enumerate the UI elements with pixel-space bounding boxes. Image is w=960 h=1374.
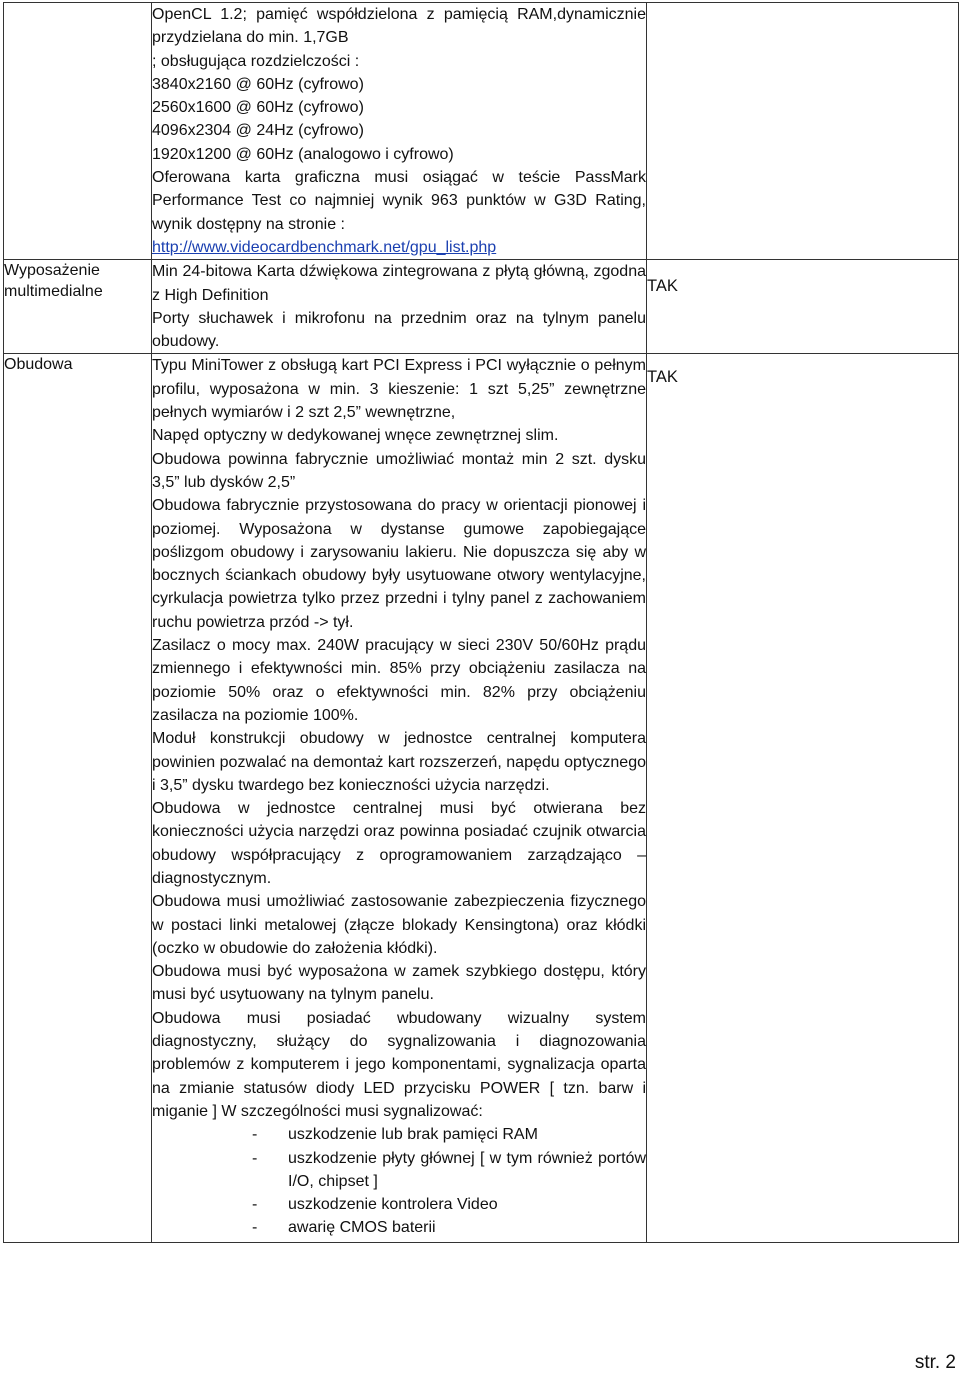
paragraph: Min 24-bitowa Karta dźwiękowa zintegrowana z płytą główną, zgodna z High Definition [152, 263, 646, 304]
paragraph: Obudowa musi umożliwiać zastosowanie zabezpieczenia fizycznego w postaci linki metalowej (złącze blokady Kensingtona) oraz kłódki (oczko w obudowie do założenia kłódki). [152, 893, 646, 957]
paragraph: Obudowa powinna fabrycznie umożliwiać montaż min 2 szt. dysku 3,5” lub dysków 2,5” [152, 450, 646, 491]
row-label [4, 3, 152, 260]
requirement-text-graphics [152, 3, 647, 260]
table-row-case [4, 354, 959, 1242]
paragraph: Zasilacz o mocy max. 240W pracujący w sieci 230V 50/60Hz prądu zmiennego i efektywności min. 85% przy obciążeniu zasilacza na poziomie 50% oraz o efektywności min. 82% przy obciążeniu zasilacza na poziomie 100%. [152, 637, 646, 724]
paragraph: 4096x2304 @ 24Hz (cyfrowo) [152, 122, 364, 140]
paragraph: 2560x1600 @ 60Hz (cyfrowo) [152, 99, 364, 117]
answer-cell-case: TAK [647, 354, 959, 1242]
paragraph: Porty słuchawek i mikrofonu na przednim oraz na tylnym panelu obudowy. [152, 309, 646, 351]
diagnostic-list [152, 1123, 646, 1241]
page-number: str. 2 [914, 1352, 956, 1373]
list-item: - uszkodzenie płyty głównej [ w tym również portów I/O, chipset ] [252, 1147, 646, 1194]
paragraph: OpenCL 1.2; pamięć współdzielona z pamięcią RAM,dynamicznie przydzielana do min. 1,7GB [152, 6, 646, 47]
benchmark-link[interactable]: http://www.videocardbenchmark.net/gpu_list.php [152, 238, 497, 256]
requirement-text-case [152, 354, 647, 1242]
paragraph: ; obsługująca rozdzielczości : [152, 52, 360, 70]
paragraph: Oferowana karta graficzna musi osiągać w teście PassMark Performance Test co najmniej wynik 963 punktów w G3D Rating, wynik dostępny na stronie : [152, 169, 646, 233]
requirement-text-multimedia [152, 260, 647, 354]
table-row-multimedia [4, 260, 959, 354]
paragraph: Obudowa fabrycznie przystosowana do pracy w orientacji pionowej i poziomej. Wyposażona w dystanse gumowe zapobiegające poślizgom obudowy i zarysowaniu lakieru. Nie dopuszcza się aby w bocznych ściankach obudowy były usytuowane otwory wentylacyjne, cyrkulacja powietrza tylko przez przedni i tylny panel z zachowaniem ruchu powietrza przód -> tył. [152, 497, 646, 631]
list-item: - uszkodzenie kontrolera Video [252, 1193, 646, 1216]
paragraph: Obudowa musi być wyposażona w zamek szybkiego dostępu, który musi być usytuowany na tylnym panelu. [152, 963, 646, 1004]
paragraph: Obudowa w jednostce centralnej musi być otwierana bez konieczności użycia narzędzi oraz powinna posiadać czujnik otwarcia obudowy współpracujący z oprogramowaniem zarządzająco – diagnostycznym. [152, 800, 646, 887]
paragraph: Moduł konstrukcji obudowy w jednostce centralnej komputera powinien pozwalać na demontaż kart rozszerzeń, napędu optycznego i 3,5” dysku twardego bez konieczności użycia narzędzi. [152, 730, 646, 794]
list-item: - awarię CMOS baterii [252, 1216, 646, 1239]
table-row-graphics [4, 3, 959, 260]
row-label-multimedia: Wyposażenie multimedialne [4, 260, 152, 354]
paragraph: Typu MiniTower z obsługą kart PCI Express i PCI wyłącznie o pełnym profilu, wyposażona w min. 3 kieszenie: 1 szt 5,25” zewnętrzne pełnych wymiarów i 2 szt 2,5” wewnętrzne, [152, 357, 646, 422]
row-label-case: Obudowa [4, 354, 152, 1242]
paragraph: Obudowa musi posiadać wbudowany wizualny system diagnostyczny, służący do sygnalizowania i diagnozowania problemów z komputerem i jego komponentami, sygnalizacja oparta na zmianie statusów diody LED przycisku POWER [ tzn. barw i miganie ] W szczególności musi sygnalizować: [152, 1009, 646, 1120]
specification-table [3, 2, 959, 1243]
paragraph: 1920x1200 @ 60Hz (analogowo i cyfrowo) [152, 145, 454, 163]
list-item: - uszkodzenie lub brak pamięci RAM [252, 1123, 646, 1146]
paragraph: Napęd optyczny w dedykowanej wnęce zewnętrznej slim. [152, 427, 559, 445]
link-paragraph [152, 236, 646, 259]
answer-cell-multimedia: TAK [647, 260, 959, 354]
answer-cell [647, 3, 959, 260]
paragraph: 3840x2160 @ 60Hz (cyfrowo) [152, 75, 364, 93]
